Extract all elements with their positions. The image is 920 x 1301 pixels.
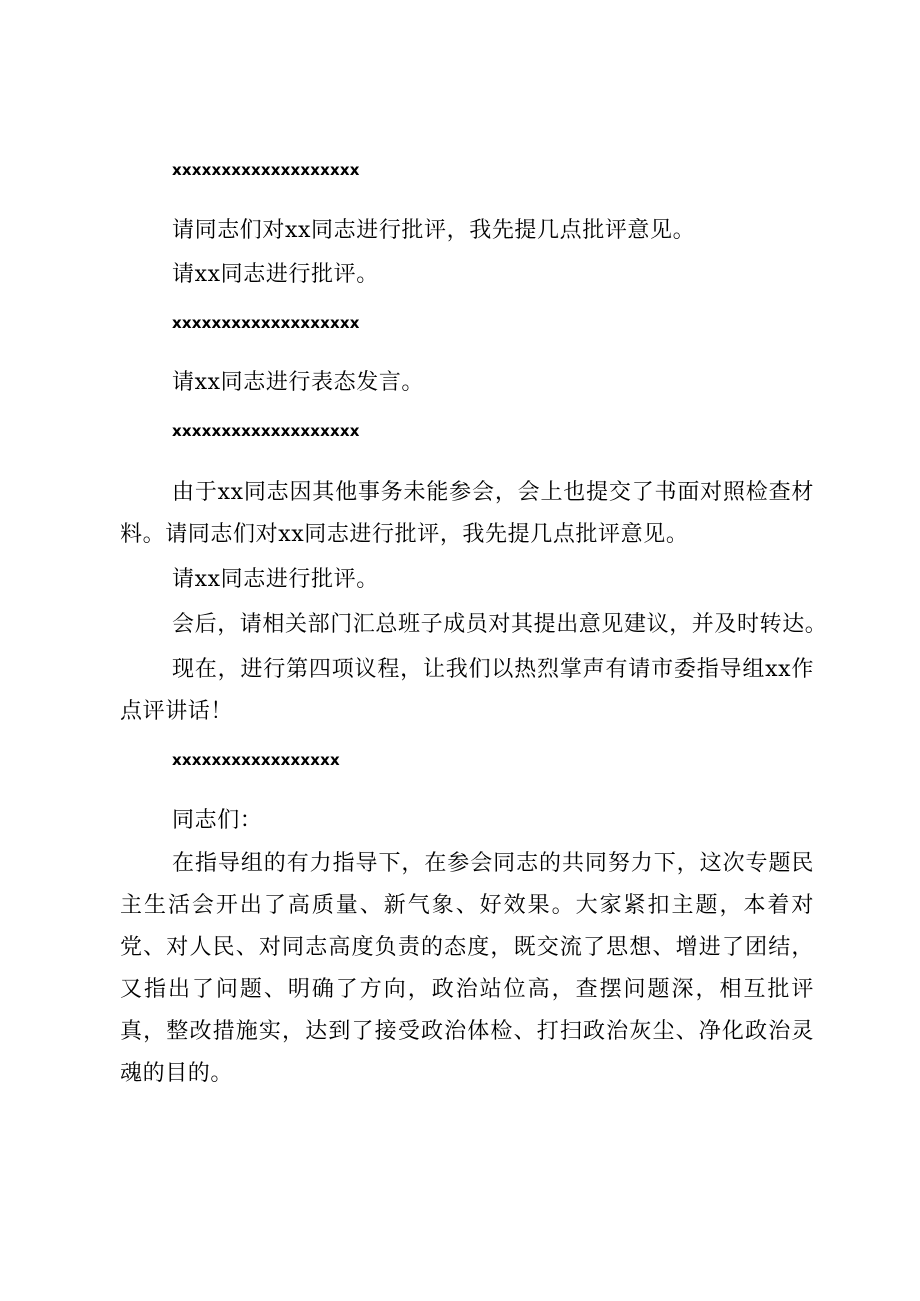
paragraph-agenda-item-four: 现在，进行第四项议程，让我们以热烈掌声有请市委指导组xx作点评讲话！ — [120, 657, 814, 724]
paragraph-closing-remarks: 在指导组的有力指导下，在参会同志的共同努力下，这次专题民主生活会开出了高质量、新气象、好效果。大家紧扣主题，本着对党、对人民、对同志高度负责的态度，既交流了思想、增进了团结，又指出了问题、明确了方向，政治站位高，查摆问题深，相互批评真，整改措施实，达到了接受政治体检、打扫政治灰尘、净化政治灵魂的目的。 — [120, 851, 814, 1086]
paragraph-request-statement: 请xx同志进行表态发言。 — [172, 370, 425, 395]
paragraph-request-self-criticism-1: 请xx同志进行批评。 — [172, 262, 379, 287]
placeholder-heading-3: xxxxxxxxxxxxxxxxxxx — [172, 422, 360, 440]
placeholder-heading-2: xxxxxxxxxxxxxxxxxxx — [172, 314, 360, 332]
placeholder-heading-1: xxxxxxxxxxxxxxxxxxx — [172, 161, 360, 179]
paragraph-salutation: 同志们： — [172, 808, 263, 833]
paragraph-request-criticism-1: 请同志们对xx同志进行批评，我先提几点批评意见。 — [172, 218, 696, 243]
paragraph-request-self-criticism-2: 请xx同志进行批评。 — [172, 567, 379, 592]
placeholder-heading-4: xxxxxxxxxxxxxxxxx — [172, 751, 340, 769]
paragraph-after-meeting: 会后，请相关部门汇总班子成员对其提出意见建议，并及时转达。 — [172, 612, 828, 637]
paragraph-absent-member: 由于xx同志因其他事务未能参会，会上也提交了书面对照检查材料。请同志们对xx同志进行批评，我先提几点批评意见。 — [120, 480, 814, 547]
